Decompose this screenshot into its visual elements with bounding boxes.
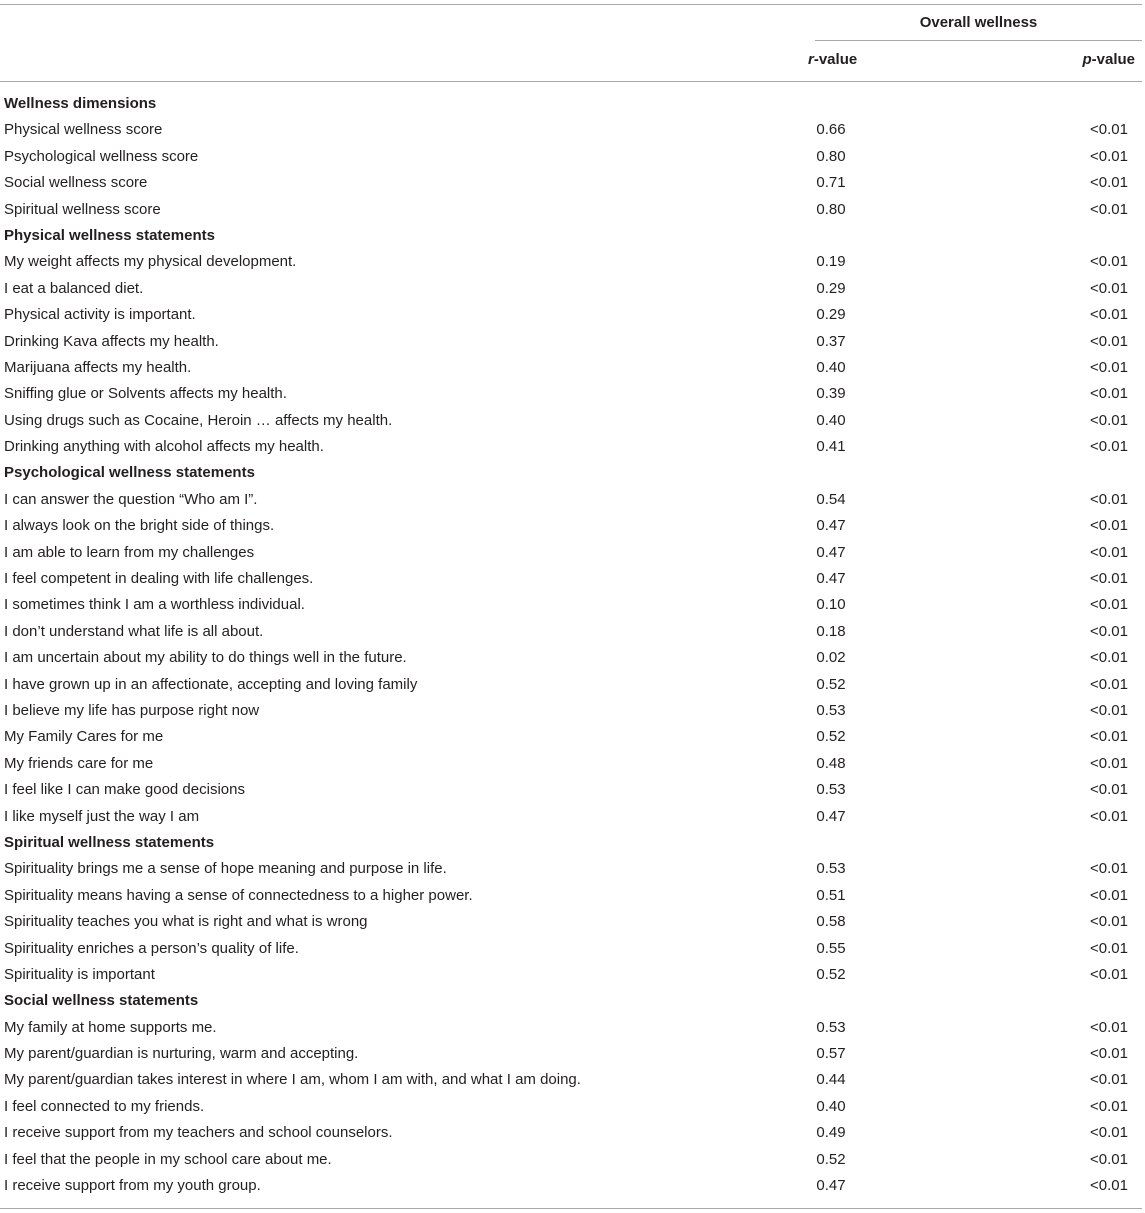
p-value-cell: <0.01	[1090, 1124, 1128, 1142]
row-label: I am able to learn from my challenges	[4, 543, 255, 561]
p-value-cell: <0.01	[1090, 438, 1128, 456]
r-value-cell: 0.02	[816, 649, 846, 667]
row-label: My friends care for me	[4, 754, 154, 772]
table-row	[0, 1067, 1142, 1093]
r-value-cell: 0.47	[816, 807, 846, 825]
p-value-cell: <0.01	[1090, 200, 1128, 218]
p-value-cell: <0.01	[1090, 543, 1128, 561]
header-rule	[0, 81, 1142, 82]
table-row	[0, 144, 1142, 170]
table-row	[0, 487, 1142, 513]
row-label: My Family Cares for me	[4, 728, 164, 746]
p-value-cell: <0.01	[1090, 1097, 1128, 1115]
p-value-cell: <0.01	[1090, 411, 1128, 429]
r-value-cell: 0.47	[816, 543, 846, 561]
table-row	[0, 883, 1142, 909]
r-value-cell: 0.49	[816, 1124, 846, 1142]
r-value-cell: 0.52	[816, 965, 846, 983]
r-value-cell: 0.47	[816, 570, 846, 588]
p-value-cell: <0.01	[1090, 517, 1128, 535]
table-row	[0, 856, 1142, 882]
row-label: I am uncertain about my ability to do things well in the future.	[4, 649, 407, 667]
r-value-cell: 0.47	[816, 517, 846, 535]
r-value-cell: 0.51	[816, 886, 846, 904]
section-header-row	[0, 830, 1142, 856]
table-row	[0, 592, 1142, 618]
r-value-cell: 0.52	[816, 1150, 846, 1168]
table-row	[0, 645, 1142, 671]
table-row	[0, 1094, 1142, 1120]
top-rule	[0, 4, 1142, 5]
table-row	[0, 804, 1142, 830]
r-value-cell: 0.37	[816, 332, 846, 350]
p-value-cell: <0.01	[1090, 1071, 1128, 1089]
section-title: Spiritual wellness statements	[4, 833, 215, 851]
row-label: Marijuana affects my health.	[4, 358, 192, 376]
p-value-cell: <0.01	[1090, 332, 1128, 350]
r-value-cell: 0.44	[816, 1071, 846, 1089]
row-label: I have grown up in an affectionate, accepting and loving family	[4, 675, 418, 693]
row-label: I feel competent in dealing with life challenges.	[4, 570, 314, 588]
table-row	[0, 170, 1142, 196]
group-header-rule	[815, 40, 1142, 41]
p-value-cell: <0.01	[1090, 675, 1128, 693]
row-label: My parent/guardian is nurturing, warm and accepting.	[4, 1045, 359, 1063]
p-value-cell: <0.01	[1090, 622, 1128, 640]
table-row	[0, 751, 1142, 777]
p-value-cell: <0.01	[1090, 385, 1128, 403]
table-row	[0, 355, 1142, 381]
table-row	[0, 276, 1142, 302]
row-label: I sometimes think I am a worthless individual.	[4, 596, 305, 614]
row-label: Sniffing glue or Solvents affects my health.	[4, 385, 287, 403]
section-header-row	[0, 91, 1142, 117]
table-row	[0, 381, 1142, 407]
section-header-row	[0, 460, 1142, 486]
r-value-cell: 0.55	[816, 939, 846, 957]
column-header-r-symbol: r	[808, 51, 814, 68]
r-value-cell: 0.47	[816, 1177, 846, 1195]
r-value-cell: 0.29	[816, 279, 846, 297]
r-value-cell: 0.40	[816, 358, 846, 376]
table-row	[0, 672, 1142, 698]
p-value-cell: <0.01	[1090, 570, 1128, 588]
section-title: Physical wellness statements	[4, 226, 215, 244]
row-label: I don’t understand what life is all about.	[4, 622, 264, 640]
p-value-cell: <0.01	[1090, 1018, 1128, 1036]
row-label: Physical wellness score	[4, 121, 163, 139]
table-row	[0, 117, 1142, 143]
p-value-cell: <0.01	[1090, 490, 1128, 508]
r-value-cell: 0.53	[816, 701, 846, 719]
section-header-row	[0, 988, 1142, 1014]
p-value-cell: <0.01	[1090, 1045, 1128, 1063]
row-label: I can answer the question “Who am I”.	[4, 490, 258, 508]
r-value-cell: 0.53	[816, 860, 846, 878]
table-row	[0, 962, 1142, 988]
p-value-cell: <0.01	[1090, 886, 1128, 904]
p-value-cell: <0.01	[1090, 728, 1128, 746]
table-row	[0, 619, 1142, 645]
table-row	[0, 1173, 1142, 1199]
p-value-cell: <0.01	[1090, 913, 1128, 931]
p-value-cell: <0.01	[1090, 358, 1128, 376]
table-row	[0, 434, 1142, 460]
row-label: I feel like I can make good decisions	[4, 781, 245, 799]
row-label: I believe my life has purpose right now	[4, 701, 260, 719]
r-value-cell: 0.48	[816, 754, 846, 772]
row-label: I eat a balanced diet.	[4, 279, 144, 297]
r-value-cell: 0.39	[816, 385, 846, 403]
r-value-cell: 0.10	[816, 596, 846, 614]
table-row	[0, 698, 1142, 724]
row-label: Social wellness score	[4, 174, 148, 192]
row-label: Drinking Kava affects my health.	[4, 332, 219, 350]
r-value-cell: 0.71	[816, 174, 846, 192]
p-value-cell: <0.01	[1090, 939, 1128, 957]
table-row	[0, 1120, 1142, 1146]
r-value-cell: 0.40	[816, 1097, 846, 1115]
column-header-p-suffix: -value	[1091, 51, 1135, 68]
r-value-cell: 0.80	[816, 147, 846, 165]
row-label: I always look on the bright side of things.	[4, 517, 275, 535]
p-value-cell: <0.01	[1090, 860, 1128, 878]
row-label: I receive support from my teachers and school counselors.	[4, 1124, 393, 1142]
table-row	[0, 249, 1142, 275]
section-title: Psychological wellness statements	[4, 464, 255, 482]
bottom-rule	[0, 1208, 1142, 1209]
r-value-cell: 0.66	[816, 121, 846, 139]
row-label: Using drugs such as Cocaine, Heroin … affects my health.	[4, 411, 393, 429]
row-label: Psychological wellness score	[4, 147, 199, 165]
section-header-row	[0, 223, 1142, 249]
row-label: Drinking anything with alcohol affects my health.	[4, 438, 324, 456]
table-row	[0, 197, 1142, 223]
p-value-cell: <0.01	[1090, 701, 1128, 719]
p-value-cell: <0.01	[1090, 807, 1128, 825]
table-row	[0, 936, 1142, 962]
r-value-cell: 0.40	[816, 411, 846, 429]
p-value-cell: <0.01	[1090, 147, 1128, 165]
p-value-cell: <0.01	[1090, 754, 1128, 772]
table-row	[0, 513, 1142, 539]
row-label: Spirituality means having a sense of connectedness to a higher power.	[4, 886, 473, 904]
p-value-cell: <0.01	[1090, 174, 1128, 192]
r-value-cell: 0.54	[816, 490, 846, 508]
p-value-cell: <0.01	[1090, 649, 1128, 667]
column-header-r-suffix: -value	[813, 51, 858, 68]
table-row	[0, 777, 1142, 803]
r-value-cell: 0.80	[816, 200, 846, 218]
section-title: Social wellness statements	[4, 992, 199, 1010]
table-row	[0, 909, 1142, 935]
row-label: My weight affects my physical development.	[4, 253, 297, 271]
table-row	[0, 1041, 1142, 1067]
r-value-cell: 0.53	[816, 781, 846, 799]
row-label: I feel connected to my friends.	[4, 1097, 205, 1115]
row-label: Spiritual wellness score	[4, 200, 161, 218]
row-label: My family at home supports me.	[4, 1018, 217, 1036]
p-value-cell: <0.01	[1090, 279, 1128, 297]
row-label: I like myself just the way I am	[4, 807, 200, 825]
table-row	[0, 540, 1142, 566]
row-label: Spirituality brings me a sense of hope meaning and purpose in life.	[4, 860, 447, 878]
r-value-cell: 0.52	[816, 728, 846, 746]
r-value-cell: 0.29	[816, 306, 846, 324]
row-label: I feel that the people in my school care about me.	[4, 1150, 332, 1168]
group-header-overall-wellness: Overall wellness	[919, 14, 1038, 31]
row-label: Physical activity is important.	[4, 306, 196, 324]
row-label: My parent/guardian takes interest in where I am, whom I am with, and what I am doing.	[4, 1071, 581, 1089]
p-value-cell: <0.01	[1090, 121, 1128, 139]
p-value-cell: <0.01	[1090, 1150, 1128, 1168]
p-value-cell: <0.01	[1090, 596, 1128, 614]
r-value-cell: 0.18	[816, 622, 846, 640]
r-value-cell: 0.41	[816, 438, 846, 456]
r-value-cell: 0.53	[816, 1018, 846, 1036]
r-value-cell: 0.57	[816, 1045, 846, 1063]
p-value-cell: <0.01	[1090, 1177, 1128, 1195]
column-header-p-symbol: p	[1082, 51, 1092, 68]
p-value-cell: <0.01	[1090, 253, 1128, 271]
table-row	[0, 329, 1142, 355]
row-label: I receive support from my youth group.	[4, 1177, 261, 1195]
row-label: Spirituality teaches you what is right and what is wrong	[4, 913, 368, 931]
p-value-cell: <0.01	[1090, 781, 1128, 799]
table-row	[0, 724, 1142, 750]
table-row	[0, 1015, 1142, 1041]
table-row	[0, 566, 1142, 592]
row-label: Spirituality enriches a person’s quality of life.	[4, 939, 299, 957]
table-row	[0, 408, 1142, 434]
r-value-cell: 0.19	[816, 253, 846, 271]
table-row	[0, 1147, 1142, 1173]
r-value-cell: 0.58	[816, 913, 846, 931]
table-body	[0, 91, 1142, 1199]
p-value-cell: <0.01	[1090, 965, 1128, 983]
column-header-r-value	[808, 51, 857, 68]
column-header-p-value	[1082, 51, 1135, 68]
table-row	[0, 302, 1142, 328]
section-title: Wellness dimensions	[4, 95, 157, 112]
r-value-cell: 0.52	[816, 675, 846, 693]
p-value-cell: <0.01	[1090, 306, 1128, 324]
row-label: Spirituality is important	[4, 965, 155, 983]
